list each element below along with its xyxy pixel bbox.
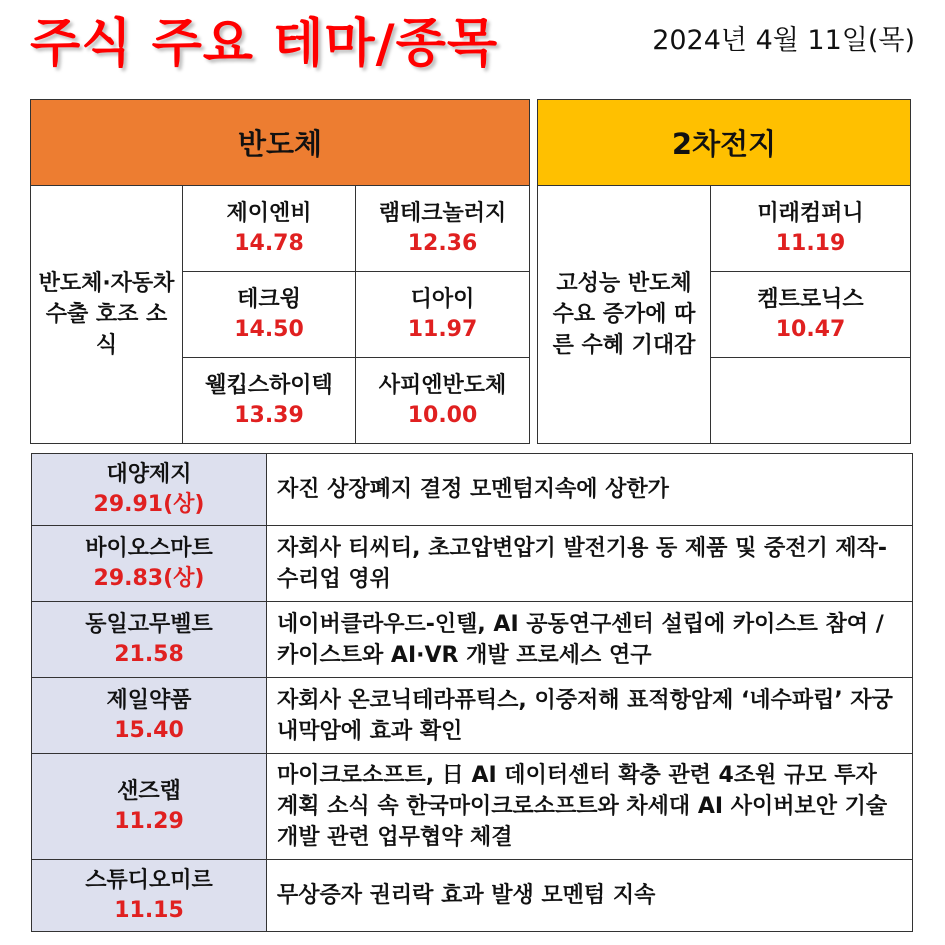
stock-name: 테크윙 [237, 286, 301, 312]
theme-panel-battery [537, 99, 911, 444]
theme-description: 반도체·자동차 수출 호조 소식 [31, 186, 183, 444]
empty-stock-cell [711, 358, 911, 444]
theme-header-semiconductor: 반도체 [31, 100, 530, 186]
stock-change: 14.50 [234, 316, 304, 342]
stock-news: 마이크로소프트, 日 AI 데이터센터 확충 관련 4조원 규모 투자 계획 소식 속 한국마이크로소프트와 차세대 AI 사이버보안 기술 개발 관련 업무협약 체결 [267, 754, 913, 860]
stock-cell [356, 186, 530, 272]
table-row [32, 860, 913, 932]
stock-news: 자회사 티씨티, 초고압변압기 발전기용 동 제품 및 중전기 제작-수리업 영위 [267, 526, 913, 602]
stock-news: 무상증자 권리락 효과 발생 모멘텀 지속 [267, 860, 913, 932]
stock-change: 11.19 [775, 230, 846, 256]
stock-name: 디아이 [410, 286, 475, 312]
stock-change: 29.91(상) [93, 491, 205, 517]
featured-stock [32, 678, 267, 754]
stock-name: 제일약품 [106, 687, 192, 713]
featured-stock [32, 602, 267, 678]
stock-name: 샌즈랩 [117, 778, 181, 804]
table-row [32, 526, 913, 602]
stock-name: 대양제지 [106, 461, 192, 487]
featured-stock [32, 754, 267, 860]
stock-change: 15.40 [114, 717, 184, 743]
stock-name: 동일고무벨트 [85, 611, 213, 637]
stock-change: 12.36 [407, 230, 478, 256]
featured-stocks-table [31, 453, 913, 932]
stock-change: 11.15 [114, 897, 184, 923]
stock-cell [183, 186, 356, 272]
featured-stock [32, 454, 267, 526]
stock-change: 21.58 [114, 641, 184, 667]
stock-change: 29.83(상) [93, 565, 205, 591]
stock-name: 제이엔비 [226, 200, 312, 226]
stock-change: 11.29 [114, 808, 184, 834]
stock-change: 10.00 [407, 402, 478, 428]
table-row [32, 602, 913, 678]
stock-name: 사피엔반도체 [378, 372, 507, 398]
stock-cell [356, 358, 530, 444]
stock-name: 미래컴퍼니 [757, 200, 864, 226]
stock-news: 네이버클라우드-인텔, AI 공동연구센터 설립에 카이스트 참여 / 카이스트와 AI·VR 개발 프로세스 연구 [267, 602, 913, 678]
stock-news: 자진 상장폐지 결정 모멘텀지속에 상한가 [267, 454, 913, 526]
theme-panel-semiconductor [30, 99, 530, 444]
stock-name: 웰킵스하이텍 [205, 372, 333, 398]
theme-header-battery: 2차전지 [538, 100, 911, 186]
stock-name: 스튜디오미르 [85, 867, 213, 893]
stock-news: 자회사 온코닉테라퓨틱스, 이중저해 표적항암제 ‘네수파립’ 자궁내막암에 효과 확인 [267, 678, 913, 754]
stock-change: 13.39 [234, 402, 304, 428]
table-row [32, 678, 913, 754]
table-row [32, 754, 913, 860]
stock-name: 바이오스마트 [85, 535, 213, 561]
stock-cell [356, 272, 530, 358]
theme-description: 고성능 반도체 수요 증가에 따른 수혜 기대감 [538, 186, 711, 444]
stock-cell [183, 272, 356, 358]
featured-stock [32, 860, 267, 932]
report-date: 2024년 4월 11일(목) [652, 25, 915, 56]
stock-cell [183, 358, 356, 444]
stock-cell [711, 272, 911, 358]
stock-cell [711, 186, 911, 272]
stock-change: 10.47 [775, 316, 846, 342]
featured-stock [32, 526, 267, 602]
page-title: 주식 주요 테마/종목 [30, 14, 499, 74]
stock-change: 14.78 [234, 230, 304, 256]
table-row [32, 454, 913, 526]
stock-name: 램테크놀러지 [378, 200, 507, 226]
stock-name: 켐트로닉스 [757, 286, 864, 312]
stock-change: 11.97 [407, 316, 478, 342]
